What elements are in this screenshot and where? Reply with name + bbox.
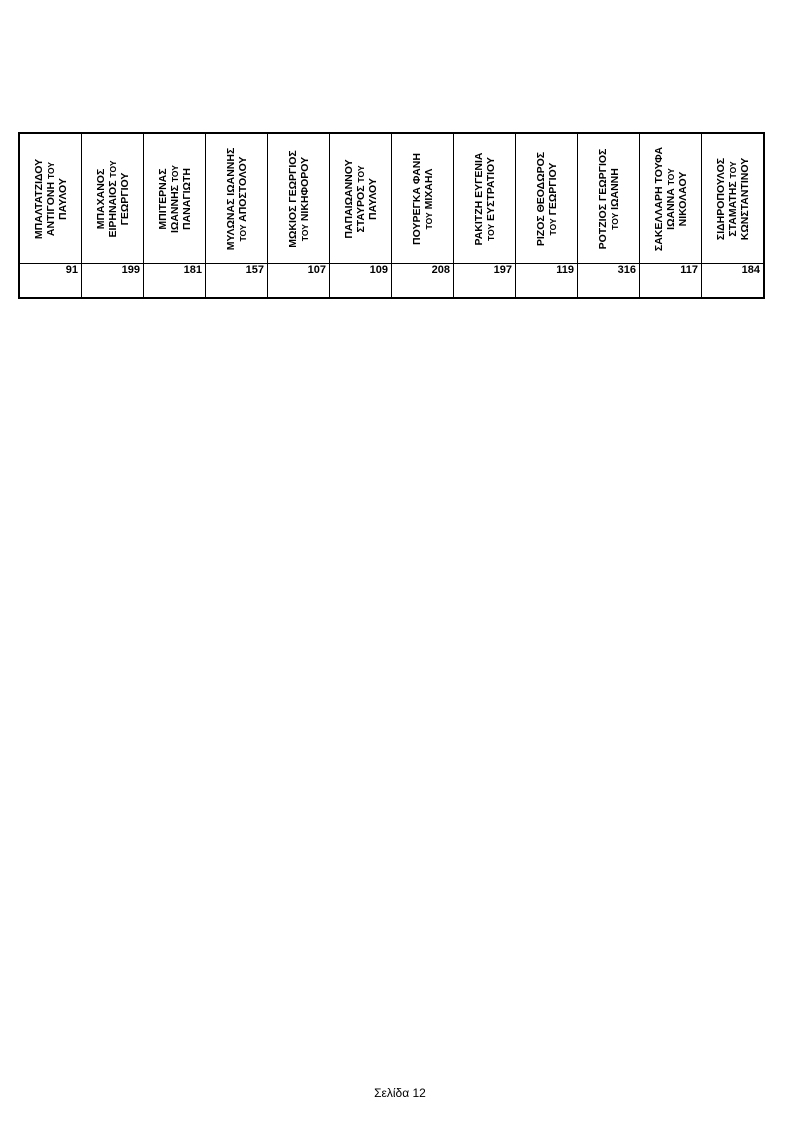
- candidate-name: [225, 136, 249, 261]
- candidate-name-line: [715, 136, 727, 261]
- candidate-name-line: [411, 136, 423, 261]
- candidate-name-line: [485, 136, 497, 261]
- candidate-name-cell: [702, 133, 765, 264]
- name-text: ΠΑΥΛΟΥ: [366, 177, 379, 220]
- candidate-name: [411, 136, 435, 261]
- candidate-name-line: [119, 136, 131, 261]
- candidate-name: [473, 136, 497, 261]
- vote-count-cell: 117: [640, 264, 702, 299]
- candidate-name-cell: [330, 133, 392, 264]
- candidate-name-cell: [19, 133, 82, 264]
- patronymic-prefix: ΤΟΥ: [299, 223, 310, 241]
- candidate-name-line: [609, 136, 621, 261]
- candidate-name: [33, 136, 69, 261]
- candidate-name-line: [287, 136, 299, 261]
- candidate-name-cell: [82, 133, 144, 264]
- candidate-name: [287, 136, 311, 261]
- candidate-name: [535, 136, 559, 261]
- candidate-name-line: [653, 136, 665, 261]
- name-text: ΕΙΡΗΝΑΙΟΣ: [106, 177, 119, 238]
- name-text: ΜΠΑΛΤΑΤΖΙΔΟΥ: [32, 158, 45, 239]
- candidate-name-line: [727, 136, 739, 261]
- candidate-name: [157, 136, 193, 261]
- patronymic-prefix: ΤΟΥ: [237, 223, 248, 241]
- name-text: ΜΩΚΙΟΣ ΓΕΩΡΓΙΟΣ: [286, 149, 299, 248]
- name-text: ΠΑΠΑΙΩΑΝΝΟΥ: [342, 158, 355, 239]
- candidate-name-line: [107, 136, 119, 261]
- candidate-name-cell: [392, 133, 454, 264]
- candidate-name-line: [367, 136, 379, 261]
- candidate-name-line: [547, 136, 559, 261]
- vote-count-cell: 208: [392, 264, 454, 299]
- patronymic-text: ΝΙΚΗΦΟΡΟΥ: [298, 156, 311, 224]
- patronymic-prefix: ΤΟΥ: [665, 167, 676, 185]
- vote-count-cell: 316: [578, 264, 640, 299]
- candidate-name-cell: [454, 133, 516, 264]
- candidate-name-line: [33, 136, 45, 261]
- patronymic-text: ΙΩΑΝΝΗ: [608, 167, 621, 213]
- candidate-name-line: [343, 136, 355, 261]
- name-text: ΙΩΑΝΝΑ: [664, 184, 677, 230]
- vote-counts-row: [19, 264, 764, 299]
- candidate-name: [715, 136, 751, 261]
- name-text: ΙΩΑΝΝΗΣ: [168, 181, 181, 233]
- vote-count-cell: 107: [268, 264, 330, 299]
- patronymic-text: ΓΕΩΡΓΙΟΥ: [546, 162, 559, 218]
- candidate-name-line: [57, 136, 69, 261]
- candidate-name-line: [677, 136, 689, 261]
- name-text: ΡΟΤΖΙΟΣ ΓΕΩΡΓΙΟΣ: [596, 148, 609, 249]
- candidate-name-line: [237, 136, 249, 261]
- patronymic-text: ΑΠΟΣΤΟΛΟΥ: [236, 156, 249, 224]
- name-text: ΡΙΖΟΣ ΘΕΟΔΩΡΟΣ: [534, 151, 547, 246]
- patronymic-prefix: ΤΟΥ: [45, 161, 56, 179]
- name-text: ΝΙΚΟΛΑΟΥ: [676, 171, 689, 226]
- candidate-name-line: [535, 136, 547, 261]
- name-text: ΠΟΥΡΕΓΚΑ ΦΑΝΗ: [410, 152, 423, 245]
- candidate-name-line: [423, 136, 435, 261]
- patronymic-prefix: ΤΟΥ: [355, 164, 366, 183]
- candidate-name-line: [739, 136, 751, 261]
- patronymic-prefix: ΤΟΥ: [727, 160, 738, 178]
- vote-count-cell: 197: [454, 264, 516, 299]
- name-text: ΜΠΑΧΑΝΟΣ: [94, 168, 107, 229]
- candidate-name-line: [355, 136, 367, 261]
- candidate-name-line: [181, 136, 193, 261]
- candidate-name-line: [597, 136, 609, 261]
- candidate-name-cell: [206, 133, 268, 264]
- candidate-name-cell: [578, 133, 640, 264]
- patronymic-text: ΕΥΣΤΡΑΤΙΟΥ: [484, 156, 497, 224]
- name-text: ΣΤΑΜΑΤΗΣ: [726, 177, 739, 237]
- candidate-name: [343, 136, 379, 261]
- name-text: ΠΑΝΑΓΙΩΤΗ: [180, 167, 193, 230]
- name-text: ΜΠΙΤΕΡΝΑΣ: [156, 167, 169, 230]
- candidate-name-line: [157, 136, 169, 261]
- vote-count-cell: 184: [702, 264, 765, 299]
- name-text: ΣΤΑΥΡΟΣ: [354, 182, 367, 233]
- candidate-name-line: [169, 136, 181, 261]
- vote-count-cell: 119: [516, 264, 578, 299]
- candidate-name-line: [473, 136, 485, 261]
- vote-count-cell: 199: [82, 264, 144, 299]
- patronymic-prefix: ΤΟΥ: [169, 164, 180, 182]
- candidate-name-line: [299, 136, 311, 261]
- vote-count-cell: 157: [206, 264, 268, 299]
- candidate-name-line: [225, 136, 237, 261]
- candidate-name: [95, 136, 131, 261]
- candidate-name-cell: [144, 133, 206, 264]
- vote-count-cell: 181: [144, 264, 206, 299]
- candidate-name-cell: [640, 133, 702, 264]
- candidate-name-cell: [268, 133, 330, 264]
- patronymic-prefix: ΤΟΥ: [547, 217, 558, 235]
- vote-count-cell: 91: [19, 264, 82, 299]
- name-text: ΓΕΩΡΓΙΟΥ: [118, 172, 131, 225]
- name-text: ΣΙΔΗΡΟΠΟΥΛΟΣ: [714, 157, 727, 240]
- vote-count-cell: 109: [330, 264, 392, 299]
- candidate-name-line: [665, 136, 677, 261]
- patronymic-prefix: ΤΟΥ: [107, 159, 118, 178]
- name-text: ΠΑΥΛΟΥ: [56, 177, 69, 220]
- patronymic-text: ΜΙΧΑΗΛ: [422, 168, 435, 212]
- candidate-name-cell: [516, 133, 578, 264]
- name-text: ΜΥΛΩΝΑΣ ΙΩΑΝΝΗΣ: [224, 147, 237, 250]
- patronymic-prefix: ΤΟΥ: [609, 212, 620, 230]
- name-text: ΑΝΤΙΓΟΝΗ: [44, 178, 57, 236]
- patronymic-prefix: ΤΟΥ: [423, 211, 434, 229]
- page-number: Σελίδα 12: [374, 1086, 426, 1100]
- name-text: ΣΑΚΕΛΛΑΡΗ ΤΟΥΦΑ: [652, 146, 665, 251]
- candidate-name-line: [95, 136, 107, 261]
- results-table: [18, 132, 765, 299]
- name-text: ΡΑΚΙΤΖΗ ΕΥΓΕΝΙΑ: [472, 151, 485, 246]
- candidate-name: [653, 136, 689, 261]
- candidate-name-line: [45, 136, 57, 261]
- name-text: ΚΩΝΣΤΑΝΤΙΝΟΥ: [738, 157, 751, 240]
- candidate-name: [597, 136, 621, 261]
- patronymic-prefix: ΤΟΥ: [485, 223, 496, 241]
- candidate-names-row: [19, 133, 764, 264]
